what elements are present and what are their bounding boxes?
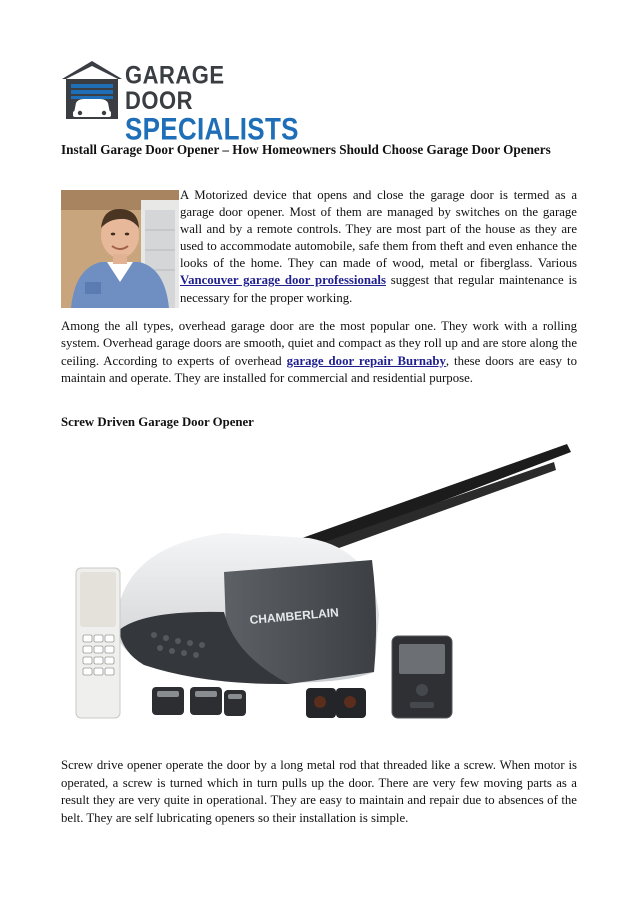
logo-line2: SPECIALISTS (125, 110, 299, 147)
intro-text-2: suggest that regular maintenance is necessary for the proper working. (180, 273, 577, 305)
article-title: Install Garage Door Opener – How Homeowners Should Choose Garage Door Openers (61, 142, 551, 157)
para2-text-1: Among the all types, overhead garage door are the most popular one. They work with a rolling system. Overhead garage doors are smooth, quiet and compact as they roll up and are store along the ceiling. According to experts of overhead (61, 319, 577, 368)
technician-photo (61, 190, 179, 308)
overhead-doors-paragraph (61, 318, 577, 387)
para2-text-2: , these doors are easy to maintain and operate. They are installed for commercial and residential purpose. (61, 353, 577, 385)
intro-paragraph (180, 187, 577, 307)
vancouver-garage-door-link[interactable]: Vancouver garage door professionals (180, 273, 386, 288)
screw-drive-paragraph: Screw drive opener operate the door by a long metal rod that threaded like a screw. When motor is operated, a screw is turned which in turn pulls up the door. There are very few moving parts as a result they are very quite in operational. They are easy to maintain and repair due to absences of the belt. They are self lubricating openers so their installation is simple. (61, 758, 577, 825)
garage-opener-product-image (74, 440, 574, 730)
section-heading: Screw Driven Garage Door Opener (61, 415, 254, 429)
logo-line1: GARAGE DOOR (125, 60, 225, 115)
intro-text-1: A Motorized device that opens and close the garage door is termed as a garage door opener. Most of them are managed by switches on the garage wall and by a remote controls. They are most part of the house as they are used to accommodate automobile, safe them from theft and even enhance the looks of the home. They can made of wood, metal or fiberglass. Various (180, 188, 577, 271)
garage-car-icon (60, 57, 124, 123)
product-brand-label: CHAMBERLAIN (249, 605, 340, 627)
site-logo (60, 57, 299, 147)
garage-door-repair-burnaby-link[interactable]: garage door repair Burnaby (286, 353, 446, 368)
